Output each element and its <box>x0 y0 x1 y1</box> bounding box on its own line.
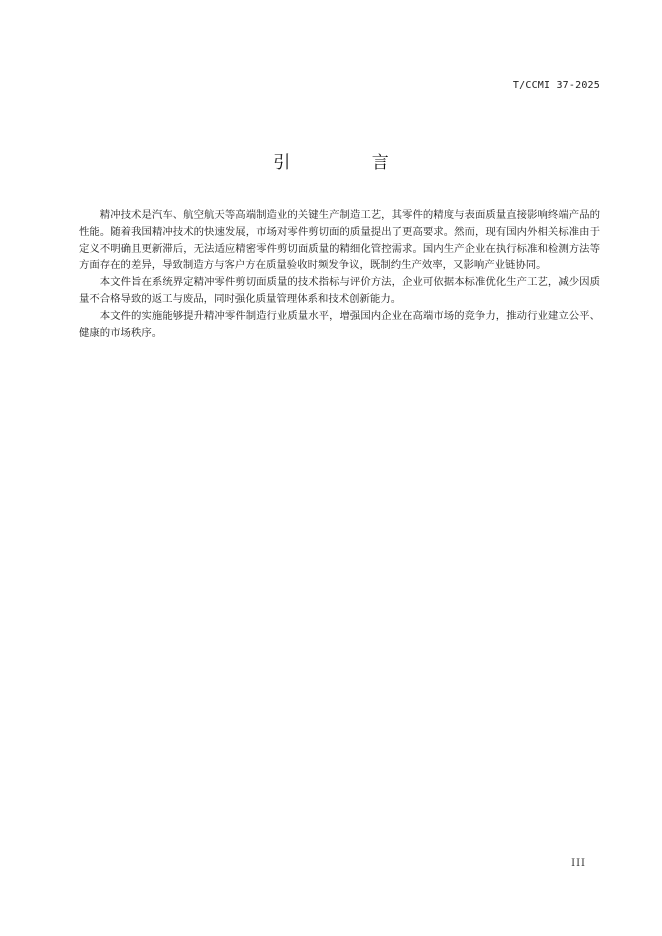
paragraph: 本文件的实施能够提升精冲零件制造行业质量水平，增强国内企业在高端市场的竞争力，推动行业建立公平、健康的市场秩序。 <box>79 309 600 339</box>
section-title: 引 言 <box>273 153 427 173</box>
page-number: III <box>571 858 586 869</box>
paragraph: 精冲技术是汽车、航空航天等高端制造业的关键生产制造工艺，其零件的精度与表面质量直接影响终端产品的性能。随着我国精冲技术的快速发展，市场对零件剪切面的质量提出了更高要求。然而，现有国内外相关标准由于定义不明确且更新滞后，无法适应精密零件剪切面质量的精细化管控需求。国内生产企业在执行标准和检测方法等方面存在的差异，导致制造方与客户方在质量验收时频发争议，既制约生产效率，又影响产业链协同。 <box>79 209 600 272</box>
body-text <box>79 207 600 341</box>
standard-code: T/CCMI 37-2025 <box>512 80 600 91</box>
paragraph: 本文件旨在系统界定精冲零件剪切面质量的技术指标与评价方法，企业可依据本标准优化生产工艺，减少因质量不合格导致的返工与废品，同时强化质量管理体系和技术创新能力。 <box>79 276 600 305</box>
